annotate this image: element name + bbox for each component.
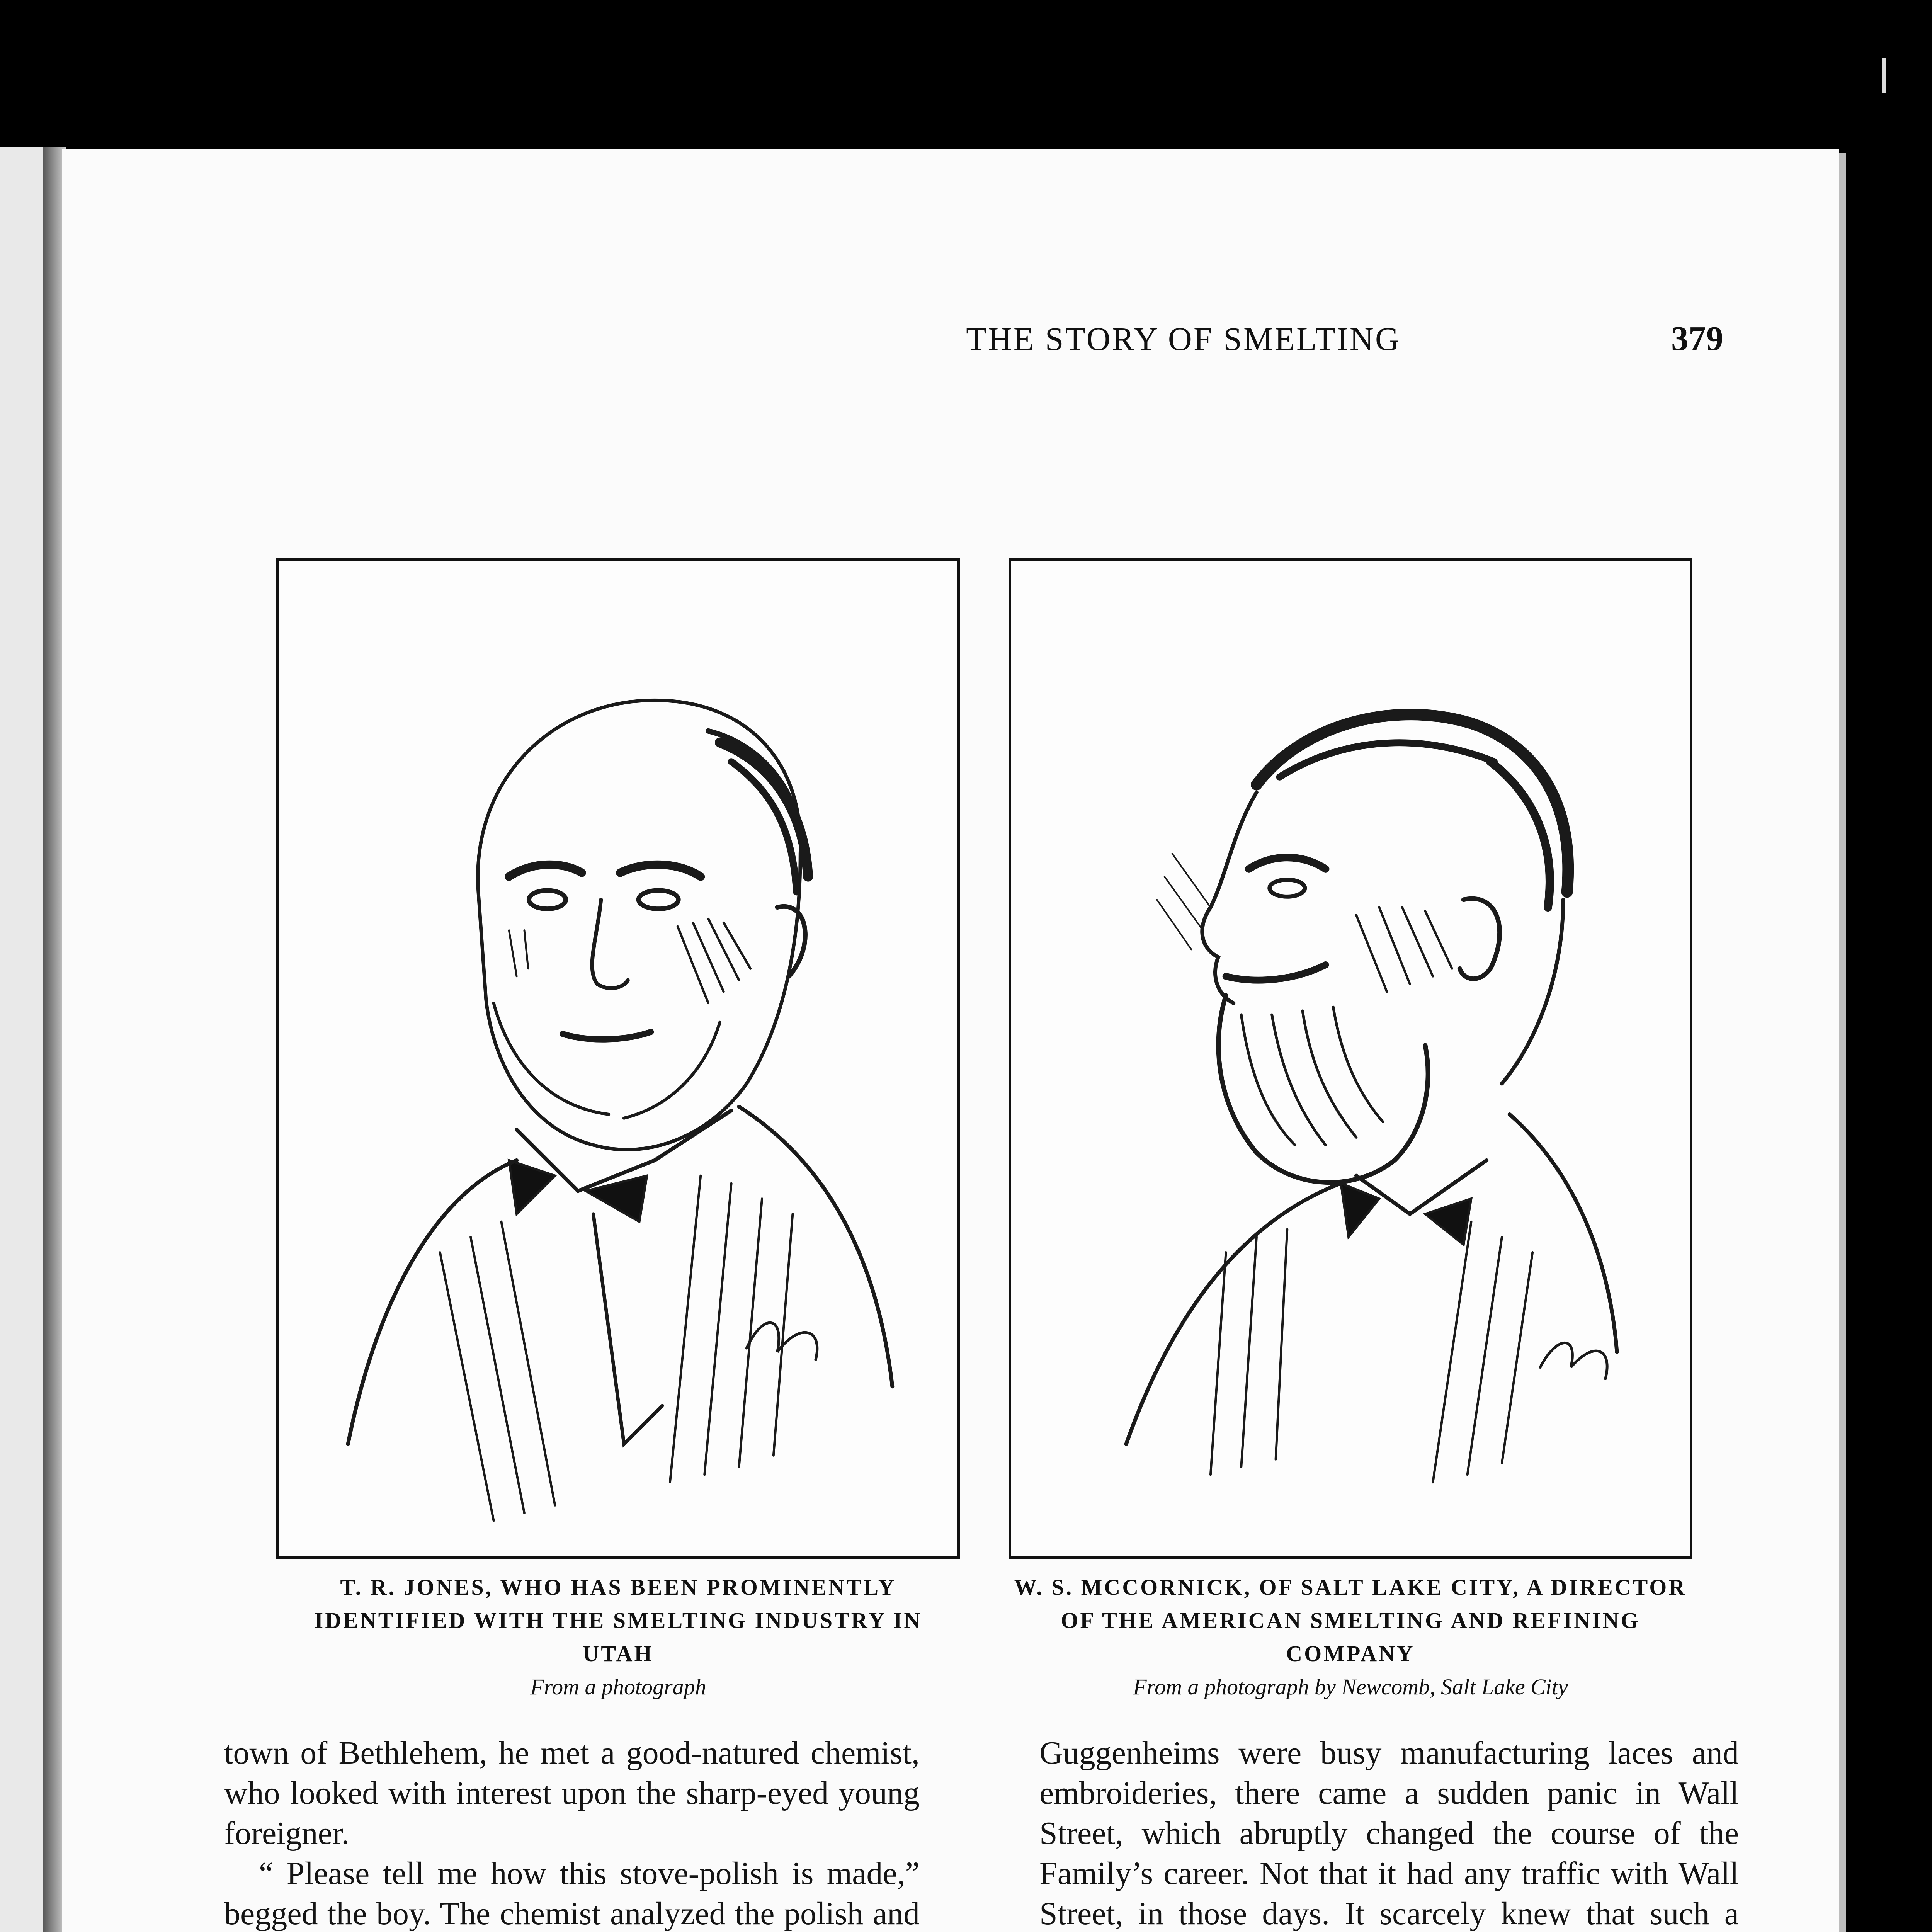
page-number: 379 — [1671, 320, 1723, 358]
scan-margin-mark — [1882, 58, 1886, 93]
left-text-column — [224, 1733, 920, 1932]
page-right-edge — [1839, 153, 1846, 1932]
book-page — [62, 149, 1839, 1932]
caption-jones-credit: From a photograph — [530, 1674, 706, 1699]
portrait-mccornick-illustration — [1011, 561, 1690, 1556]
caption-jones-text: T. R. JONES, WHO HAS BEEN PROMINENTLY IDENTIFIED WITH THE SMELTING INDUSTRY IN UTAH — [314, 1575, 922, 1666]
portrait-jones — [276, 558, 960, 1559]
running-head — [62, 319, 1723, 359]
caption-mccornick-text: W. S. MCCORNICK, OF SALT LAKE CITY, A DIRECTOR OF THE AMERICAN SMELTING AND REFINING COMPANY — [1014, 1575, 1687, 1666]
portrait-mccornick — [1009, 558, 1692, 1559]
caption-mccornick — [1009, 1571, 1692, 1704]
facing-page-edge — [0, 147, 48, 1932]
portrait-jones-illustration — [279, 561, 957, 1556]
caption-jones — [276, 1571, 960, 1704]
paragraph: Guggenheims were busy manufacturing laces and embroideries, there came a sudden panic in Wall Street, which abruptly changed the course of the Family’s career. Not that it had any traffic with Wall Street, in those days. It scarcely knew that such a — [1039, 1735, 1739, 1932]
caption-mccornick-credit: From a photograph by Newcomb, Salt Lake City — [1133, 1674, 1568, 1699]
paragraph: “ Please tell me how this stove-polish is made,” begged the boy. The chemist analyzed the polish and — [224, 1855, 920, 1932]
paragraph: town of Bethlehem, he met a good-natured chemist, who looked with interest upon the sharp-eyed young foreigner. — [224, 1735, 920, 1851]
running-title: THE STORY OF SMELTING — [966, 320, 1401, 357]
right-text-column — [1039, 1733, 1739, 1932]
